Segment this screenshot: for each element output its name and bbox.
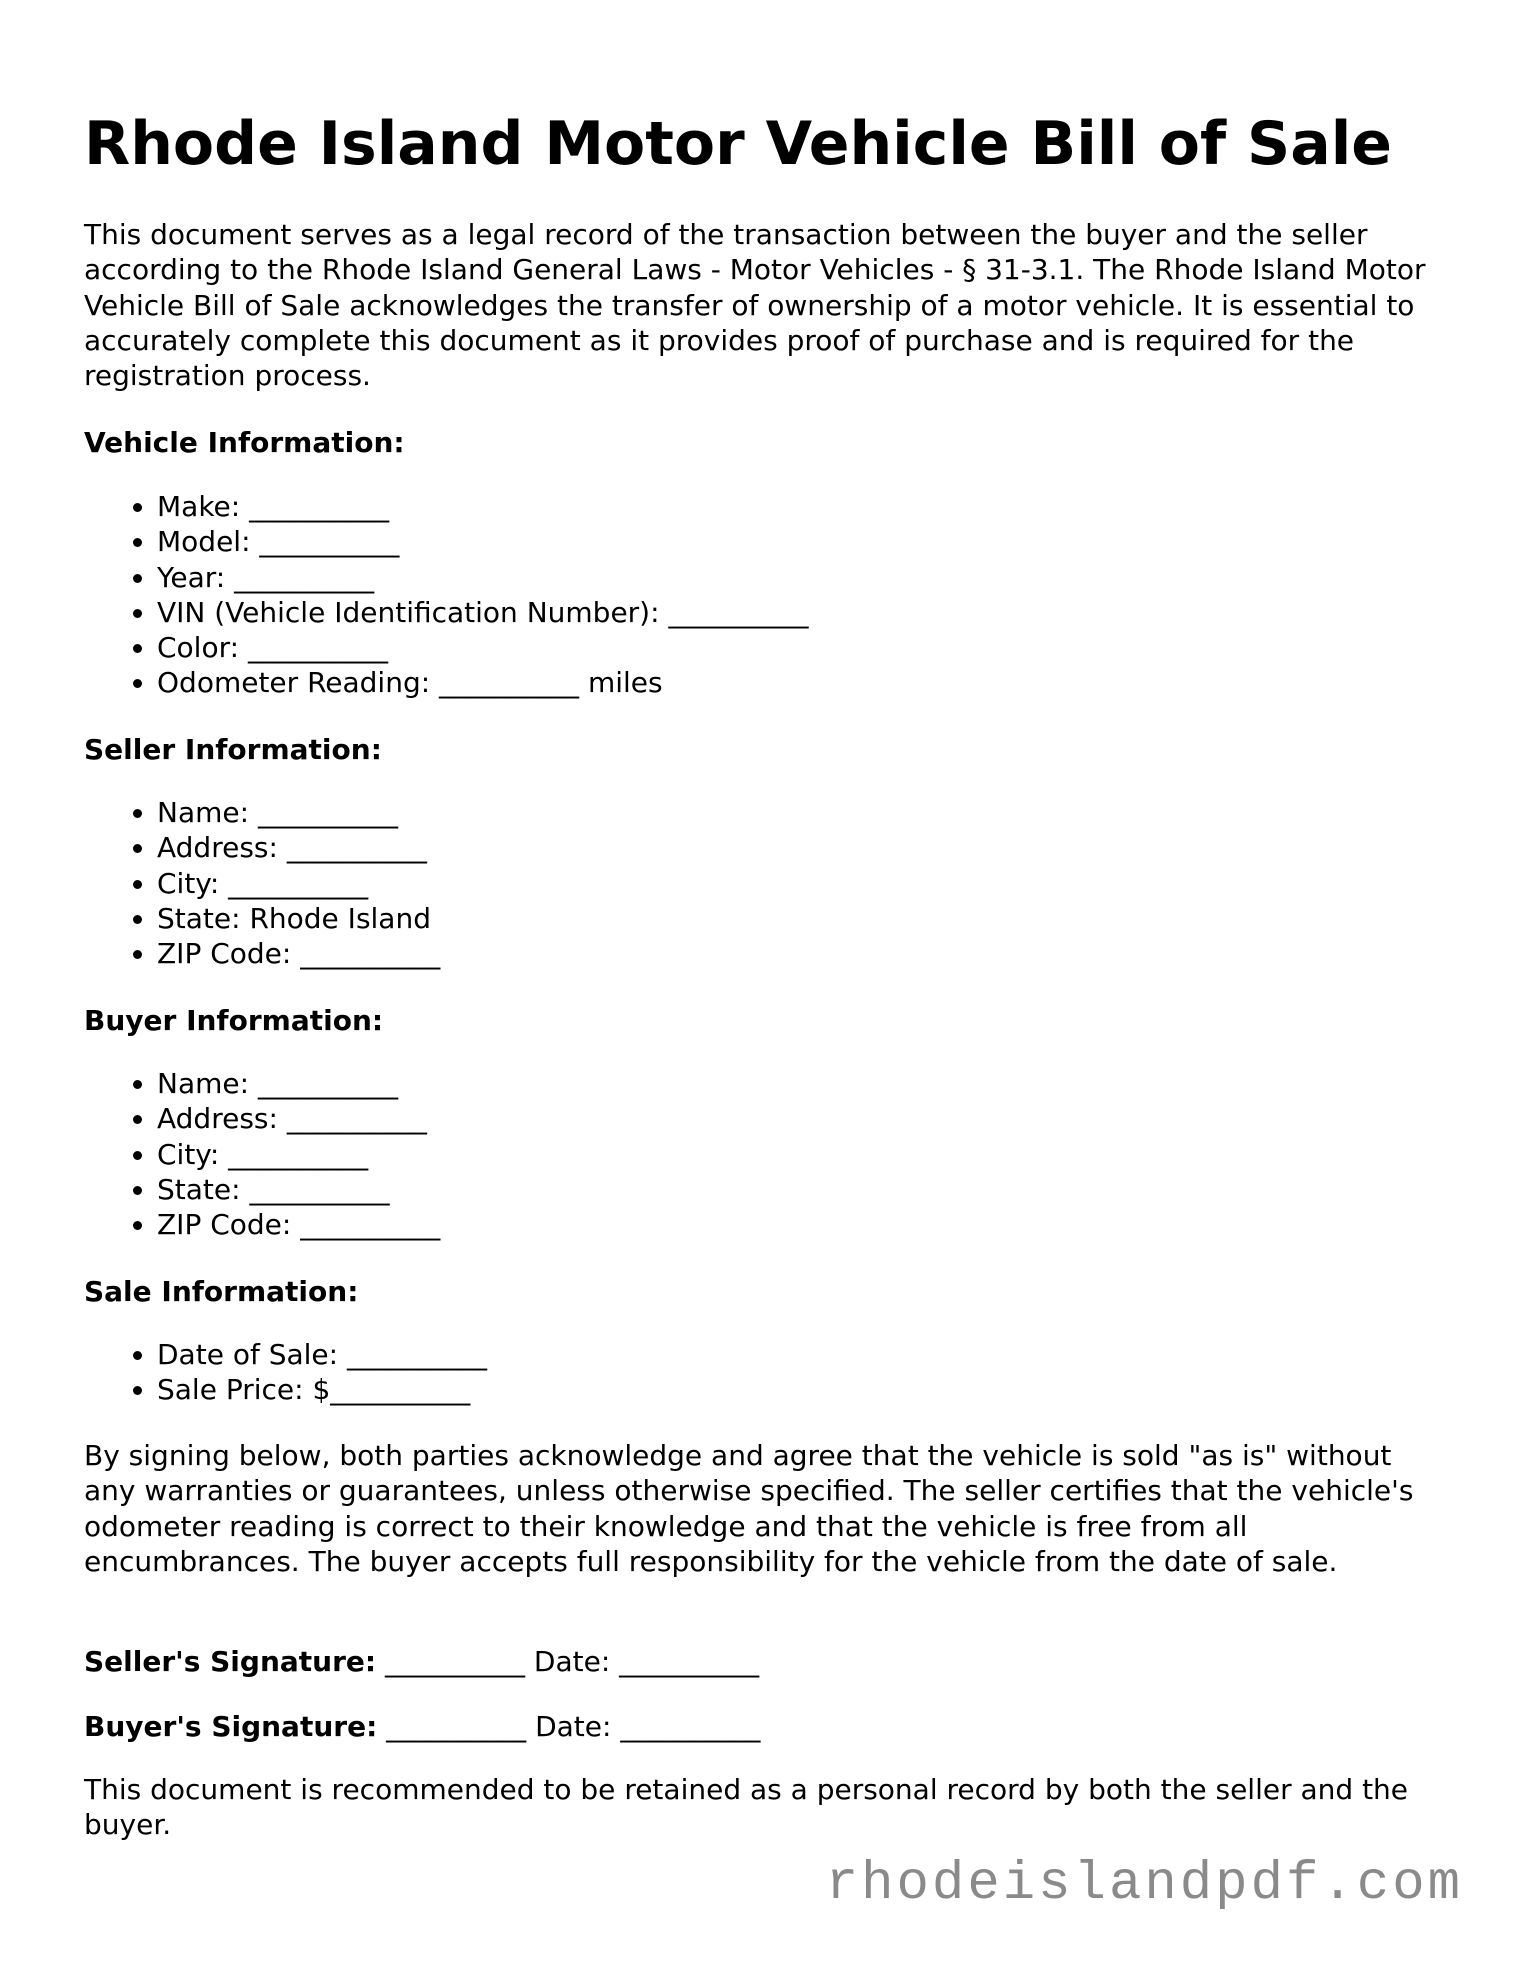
- buyer-address-field: • Address: __________: [157, 1101, 440, 1136]
- buyer-name-field: • Name: __________: [157, 1066, 440, 1101]
- vehicle-info-list: [84, 489, 808, 701]
- buyer-zip-field: • ZIP Code: __________: [157, 1207, 440, 1242]
- buyer-city-field: • City: __________: [157, 1137, 440, 1172]
- document-title: Rhode Island Motor Vehicle Bill of Sale: [84, 109, 1392, 179]
- vehicle-vin-field: • VIN (Vehicle Identification Number): __________: [157, 595, 808, 630]
- vehicle-odometer-field: • Odometer Reading: __________ miles: [157, 665, 808, 700]
- seller-info-list: [84, 795, 440, 971]
- seller-signature-label: Seller's Signature:: [84, 1645, 377, 1678]
- closing-paragraph: This document is recommended to be retained as a personal record by both the seller and the buyer.: [84, 1773, 1409, 1842]
- seller-name-field: • Name: __________: [157, 795, 440, 830]
- seller-city-field: • City: __________: [157, 866, 440, 901]
- buyer-signature-line: [84, 1709, 760, 1744]
- vehicle-year-field: • Year: __________: [157, 560, 808, 595]
- sale-price-field: • Sale Price: $__________: [157, 1372, 487, 1407]
- seller-signature-blanks: __________ Date: __________: [376, 1645, 760, 1678]
- seller-info-heading: Seller Information:: [84, 733, 382, 766]
- vehicle-model-field: • Model: __________: [157, 524, 808, 559]
- buyer-info-list: [84, 1066, 440, 1242]
- seller-address-field: • Address: __________: [157, 830, 440, 865]
- vehicle-color-field: • Color: __________: [157, 630, 808, 665]
- buyer-signature-blanks: __________ Date: __________: [377, 1710, 761, 1743]
- seller-zip-field: • ZIP Code: __________: [157, 936, 440, 971]
- vehicle-make-field: • Make: __________: [157, 489, 808, 524]
- buyer-info-heading: Buyer Information:: [84, 1004, 384, 1037]
- seller-state-field: • State: Rhode Island: [157, 901, 440, 936]
- buyer-signature-label: Buyer's Signature:: [84, 1710, 378, 1743]
- sale-date-field: • Date of Sale: __________: [157, 1337, 487, 1372]
- intro-paragraph: This document serves as a legal record of the transaction between the buyer and the seller according to the Rhode Island General Laws - Motor Vehicles - § 31-3.1. The Rhode Island Motor Vehicle Bill of Sale acknowledges the transfer of ownership of a motor vehicle. It is essential to accurately complete this document as it provides proof of purchase and is required for the registration process.: [84, 218, 1426, 393]
- site-watermark: rhodeislandpdf.com: [825, 1854, 1463, 1915]
- sale-info-heading: Sale Information:: [84, 1275, 359, 1308]
- vehicle-info-heading: Vehicle Information:: [84, 426, 405, 459]
- sale-info-list: [84, 1337, 487, 1408]
- acknowledgement-paragraph: By signing below, both parties acknowledge and agree that the vehicle is sold "as is" without any warranties or guarantees, unless otherwise specified. The seller certifies that the vehicle's odometer reading is correct to their knowledge and that the vehicle is free from all encumbrances. The buyer accepts full responsibility for the vehicle from the date of sale.: [84, 1439, 1414, 1578]
- buyer-state-field: • State: __________: [157, 1172, 440, 1207]
- seller-signature-line: [84, 1644, 759, 1679]
